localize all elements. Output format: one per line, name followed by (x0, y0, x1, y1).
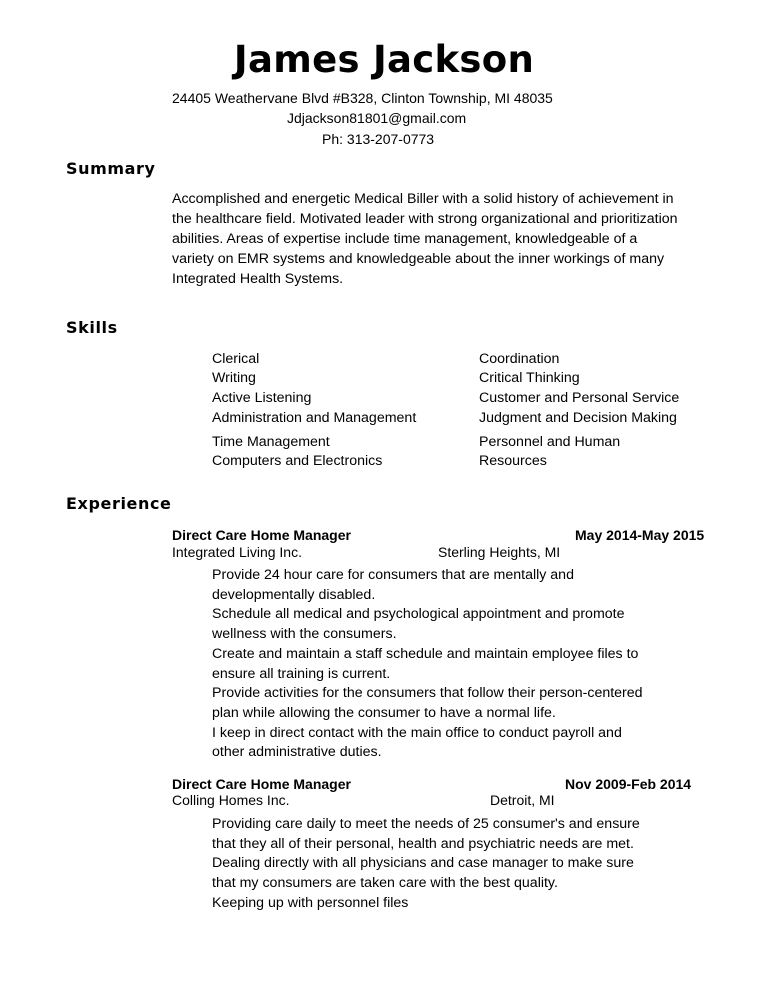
duty-line: Providing care daily to meet the needs of 25 consumer's and ensure (212, 816, 640, 832)
skill-item: Customer and Personal Service (479, 390, 680, 406)
duty-line: Create and maintain a staff schedule and maintain employee files to (212, 645, 639, 662)
skill-item: Judgment and Decision Making (479, 410, 677, 426)
duty-line: other administrative duties. (212, 744, 382, 761)
skills-heading: Skills (66, 318, 118, 337)
skill-item: Coordination (479, 351, 560, 367)
duty-line: Keeping up with personnel files (212, 894, 409, 911)
skill-item: Clerical (212, 351, 260, 367)
job-location: Sterling Heights, MI (438, 544, 561, 560)
duty-line: that my consumers are taken care with the best quality. (212, 875, 558, 892)
email: Jdjackson81801@gmail.com (287, 110, 467, 126)
candidate-name: James Jackson (233, 38, 535, 81)
job-title: Direct Care Home Manager (172, 776, 351, 792)
duty-line: Provide activities for the consumers that follow their person-centered (212, 685, 643, 702)
summary-heading: Summary (66, 159, 156, 178)
summary-text: Accomplished and energetic Medical Biller with a solid history of achievement in the healthcare field. Motivated leader with strong organizational and prioritization abilities. Areas of expertise include time management, knowledgeable of a variety on EMR systems and knowledgeable about the inner workings of many Integrated Health Systems. (172, 191, 678, 287)
job-title: Direct Care Home Manager (172, 527, 351, 543)
duty-line: I keep in direct contact with the main office to conduct payroll and (212, 724, 622, 741)
duty-line: developmentally disabled. (212, 586, 376, 603)
duty-line: wellness with the consumers. (212, 626, 397, 643)
skill-item: Administration and Management (212, 410, 417, 426)
skill-item: Writing (212, 370, 256, 386)
phone: Ph: 313-207-0773 (322, 131, 435, 147)
skill-item: Computers and Electronics (212, 453, 383, 469)
skill-item: Active Listening (212, 390, 312, 406)
skill-item: Personnel and Human (479, 434, 621, 450)
skill-item: Time Management (212, 434, 330, 450)
job-company: Colling Homes Inc. (172, 792, 290, 808)
duty-line: ensure all training is current. (212, 665, 391, 682)
duty-line: Provide 24 hour care for consumers that are mentally and (212, 567, 574, 583)
duty-line: Dealing directly with all physicians and case manager to make sure (212, 855, 634, 872)
job-company: Integrated Living Inc. (172, 544, 302, 560)
job-duties (212, 815, 640, 914)
job-dates: May 2014-May 2015 (575, 527, 705, 543)
duty-line: that they all of their personal, health and psychiatric needs are met. (212, 835, 634, 852)
address: 24405 Weathervane Blvd #B328, Clinton Township, MI 48035 (172, 90, 553, 106)
experience-heading: Experience (66, 494, 172, 513)
duty-line: Schedule all medical and psychological appointment and promote (212, 606, 625, 623)
skill-item: Resources (479, 453, 547, 469)
duty-line: plan while allowing the consumer to have a normal life. (212, 704, 556, 721)
skill-item: Critical Thinking (479, 370, 580, 386)
job-duties (212, 566, 643, 763)
job-dates: Nov 2009-Feb 2014 (565, 776, 692, 792)
job-location: Detroit, MI (490, 792, 555, 808)
